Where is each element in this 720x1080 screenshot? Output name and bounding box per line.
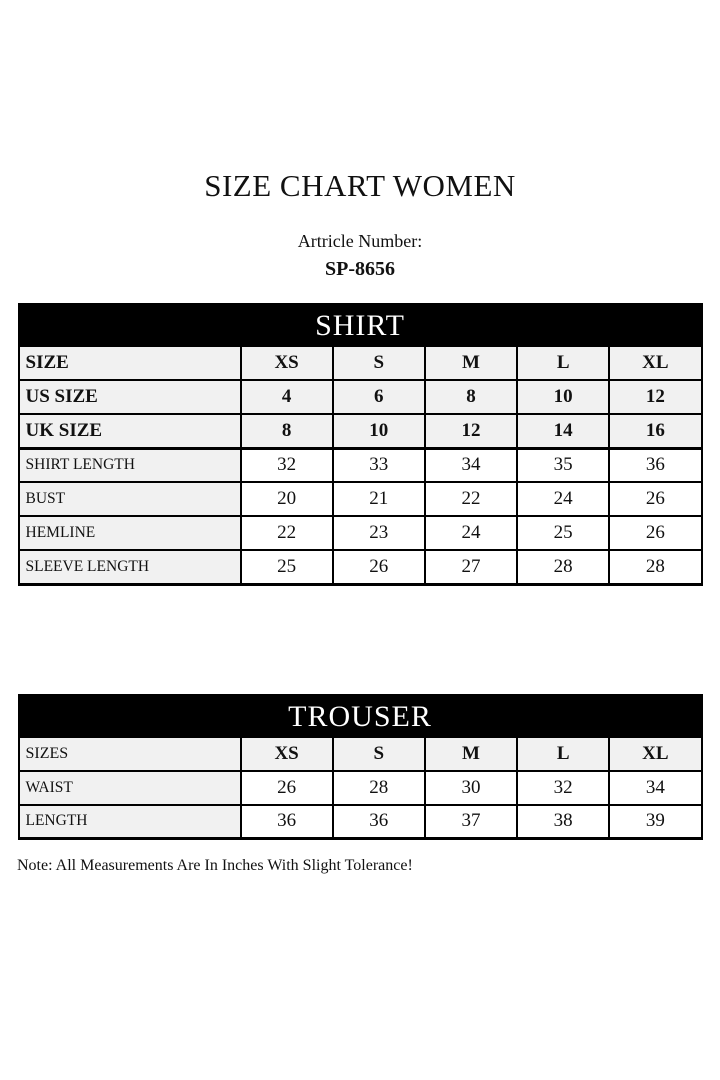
table-row [19,346,702,380]
cell-value: XS [241,737,333,771]
article-number-label: Artricle Number: [297,231,423,251]
shirt-size-chart [18,303,703,586]
table-row [19,380,702,414]
cell-value: 25 [241,550,333,584]
cell-value: 28 [609,550,701,584]
row-label: SIZE [19,346,241,380]
trouser-table-body [19,737,702,839]
cell-value: 10 [333,414,425,448]
cell-value: 12 [609,380,701,414]
cell-value: 32 [241,448,333,482]
table-row [19,805,702,839]
shirt-table-title: SHIRT [18,303,703,345]
row-label: LENGTH [19,805,241,839]
cell-value: 36 [609,448,701,482]
table-row [19,771,702,805]
cell-value: 16 [609,414,701,448]
cell-value: 22 [425,482,517,516]
trouser-table-title: TROUSER [18,694,703,736]
cell-value: 28 [517,550,609,584]
cell-value: 12 [425,414,517,448]
cell-value: 26 [333,550,425,584]
note-text: Note: All Measurements Are In Inches With Slight Tolerance! [17,857,413,874]
cell-value: 26 [241,771,333,805]
trouser-table [18,736,703,841]
cell-value: XL [609,737,701,771]
cell-value: L [517,737,609,771]
shirt-table-body [19,346,702,584]
cell-value: S [333,346,425,380]
cell-value: 38 [517,805,609,839]
cell-value: 24 [517,482,609,516]
cell-value: 10 [517,380,609,414]
cell-value: 36 [333,805,425,839]
cell-value: 30 [425,771,517,805]
table-row [19,448,702,482]
cell-value: XL [609,346,701,380]
cell-value: 25 [517,516,609,550]
cell-value: 4 [241,380,333,414]
row-label: WAIST [19,771,241,805]
cell-value: 22 [241,516,333,550]
cell-value: M [425,737,517,771]
cell-value: 34 [425,448,517,482]
cell-value: 8 [241,414,333,448]
cell-value: 8 [425,380,517,414]
cell-value: M [425,346,517,380]
table-row [19,516,702,550]
table-row [19,414,702,448]
cell-value: 27 [425,550,517,584]
table-row [19,737,702,771]
cell-value: 24 [425,516,517,550]
row-label: US SIZE [19,380,241,414]
cell-value: 33 [333,448,425,482]
shirt-table [18,345,703,586]
cell-value: 23 [333,516,425,550]
row-label: SIZES [19,737,241,771]
row-label: SLEEVE LENGTH [19,550,241,584]
trouser-size-chart [18,694,703,841]
cell-value: 35 [517,448,609,482]
cell-value: 39 [609,805,701,839]
cell-value: 28 [333,771,425,805]
row-label: BUST [19,482,241,516]
cell-value: 14 [517,414,609,448]
row-label: SHIRT LENGTH [19,448,241,482]
article-number: SP-8656 [325,258,395,280]
row-label: HEMLINE [19,516,241,550]
cell-value: S [333,737,425,771]
cell-value: 36 [241,805,333,839]
cell-value: 26 [609,482,701,516]
cell-value: 34 [609,771,701,805]
cell-value: 20 [241,482,333,516]
page-title: SIZE CHART WOMEN [204,168,516,203]
table-row [19,482,702,516]
cell-value: XS [241,346,333,380]
row-label: UK SIZE [19,414,241,448]
cell-value: 6 [333,380,425,414]
table-row [19,550,702,584]
cell-value: 32 [517,771,609,805]
cell-value: 26 [609,516,701,550]
cell-value: 37 [425,805,517,839]
cell-value: 21 [333,482,425,516]
cell-value: L [517,346,609,380]
